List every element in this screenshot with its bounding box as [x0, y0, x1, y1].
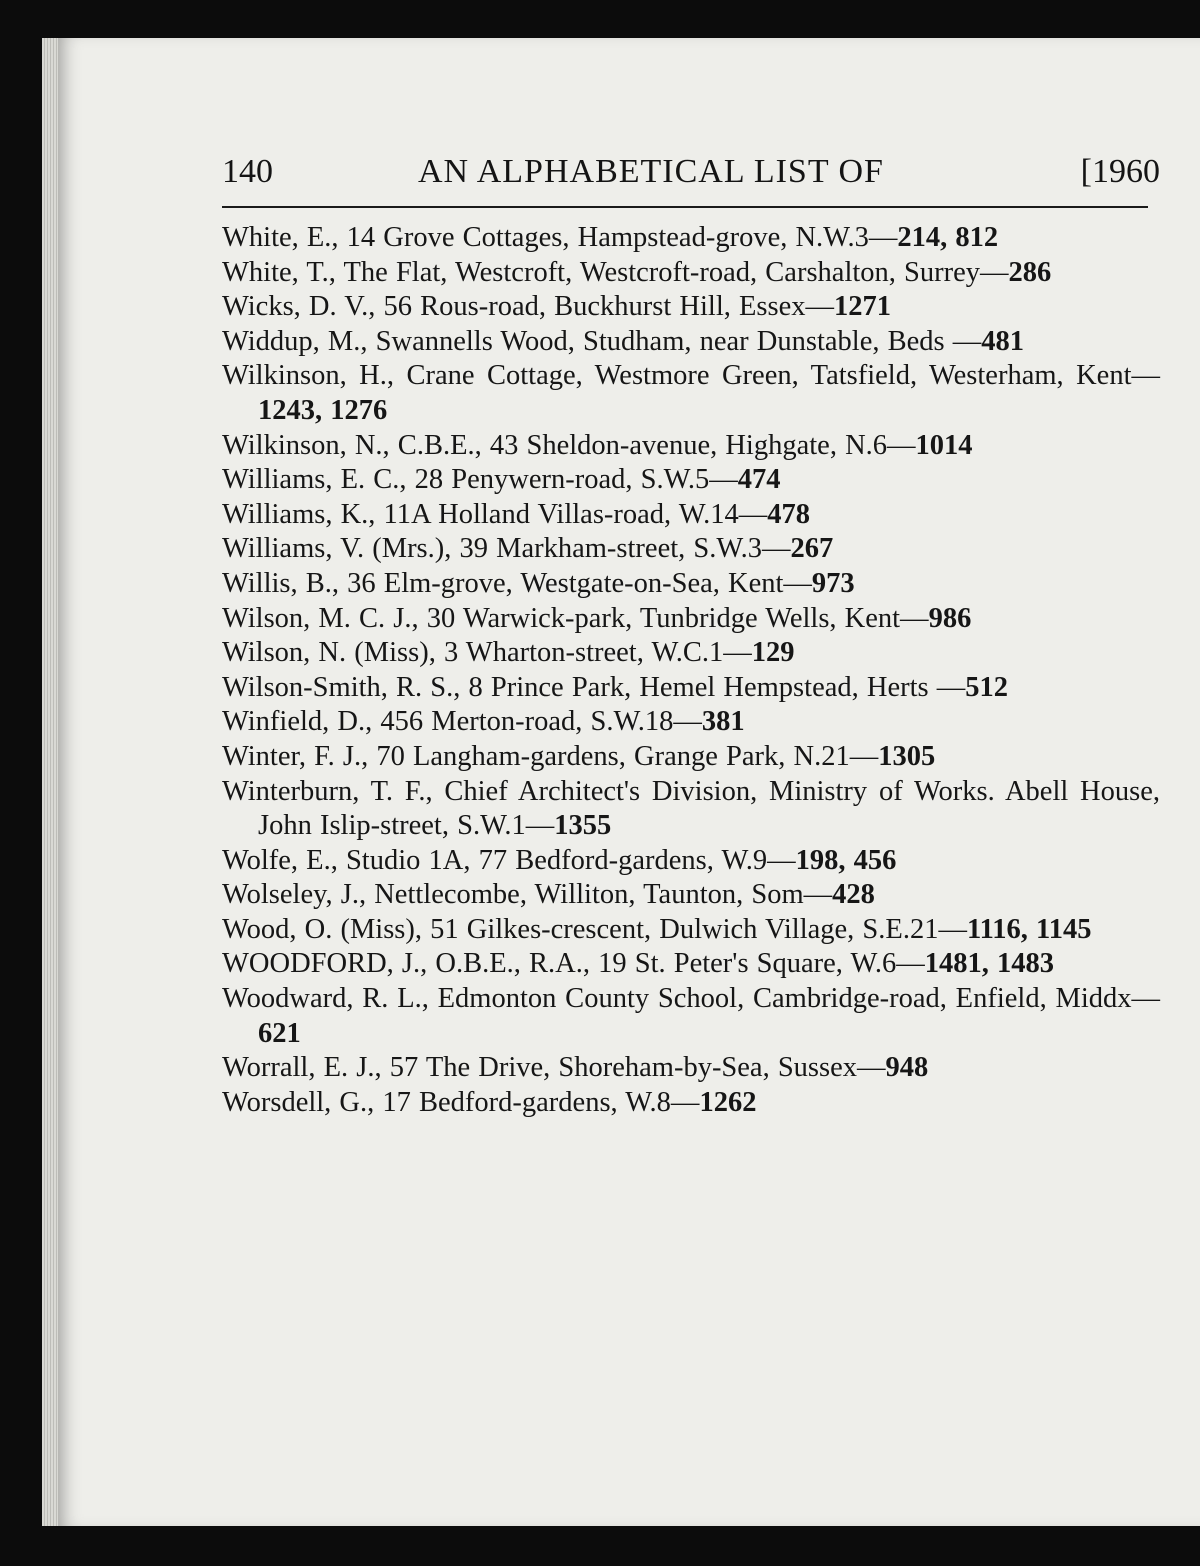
entry-numbers: 1116, 1145 [966, 913, 1092, 945]
entry-text: Wicks, D. V., 56 Rous-road, Buckhurst Hill, Essex— [222, 291, 834, 323]
list-item [222, 913, 1160, 948]
list-item [222, 740, 1160, 775]
entry-numbers: 286 [1008, 256, 1052, 288]
entry-numbers: 1243, 1276 [258, 394, 388, 426]
list-item [222, 636, 1160, 671]
entry-numbers: 1014 [915, 429, 973, 461]
entry-text: Worrall, E. J., 57 The Drive, Shoreham-by-Sea, Sussex— [222, 1052, 886, 1084]
entry-numbers: 198, 456 [795, 844, 897, 876]
list-item [222, 567, 1160, 602]
entry-numbers: 1271 [834, 291, 891, 323]
entry-text: Wilson, N. (Miss), 3 Wharton-street, W.C.1— [222, 637, 752, 669]
list-item [222, 256, 1160, 291]
entry-numbers: 1481, 1483 [924, 948, 1054, 980]
page-title: AN ALPHABETICAL LIST OF [418, 153, 884, 190]
entry-numbers: 428 [832, 879, 875, 911]
list-item [222, 602, 1160, 637]
list-item [222, 844, 1160, 879]
entry-text: Winter, F. J., 70 Langham-gardens, Grange Park, N.21— [222, 740, 879, 772]
entry-text: Worsdell, G., 17 Bedford-gardens, W.8— [222, 1086, 700, 1118]
list-item [222, 359, 1160, 428]
entry-text: Willis, B., 36 Elm-grove, Westgate-on-Sea, Kent— [222, 567, 812, 599]
entry-numbers: 481 [981, 325, 1024, 357]
year-label: [1960 [1080, 153, 1160, 190]
entry-text: Wilson-Smith, R. S., 8 Prince Park, Hemel Hempstead, Herts — [222, 671, 966, 703]
page-number: 140 [222, 153, 273, 190]
entry-numbers: 214, 812 [897, 222, 999, 253]
entry-numbers: 478 [767, 498, 810, 530]
entry-numbers: 1262 [699, 1086, 757, 1118]
list-item [222, 325, 1160, 360]
list-item [222, 1051, 1160, 1086]
entry-text: White, E., 14 Grove Cottages, Hampstead-grove, N.W.3— [222, 222, 898, 253]
entry-text: Williams, K., 11A Holland Villas-road, W.14— [222, 498, 768, 530]
entry-numbers: 512 [965, 671, 1008, 703]
list-item [222, 671, 1160, 706]
list-item [222, 982, 1160, 1051]
entry-text: Wilkinson, N., C.B.E., 43 Sheldon-avenue, Highgate, N.6— [222, 429, 916, 461]
entry-numbers: 267 [790, 533, 834, 565]
list-item [222, 290, 1160, 325]
entry-numbers: 474 [737, 464, 781, 496]
entry-numbers: 129 [751, 637, 795, 669]
list-item [222, 775, 1160, 844]
entry-text: White, T., The Flat, Westcroft, Westcroft-road, Carshalton, Surrey— [222, 256, 1009, 288]
entry-text: Williams, E. C., 28 Penywern-road, S.W.5— [222, 464, 738, 496]
entry-text: Wolfe, E., Studio 1A, 77 Bedford-gardens, W.9— [222, 844, 796, 876]
list-item [222, 463, 1160, 498]
entry-text: Winterburn, T. F., Chief Architect's Division, Ministry of Works. Abell House, John Islip-street, S.W.1— [222, 775, 1160, 842]
entry-text: Wilkinson, H., Crane Cottage, Westmore Green, Tatsfield, Westerham, Kent— [222, 360, 1160, 392]
entry-numbers: 948 [885, 1052, 929, 1084]
entry-text: Woodward, R. L., Edmonton County School, Cambridge-road, Enfield, Middx— [222, 983, 1160, 1015]
entry-text: Widdup, M., Swannells Wood, Studham, near Dunstable, Beds — [222, 325, 982, 357]
entry-numbers: 1305 [878, 740, 936, 772]
entry-numbers: 381 [701, 706, 745, 738]
entry-numbers: 621 [258, 1017, 301, 1049]
entry-numbers: 1355 [554, 810, 612, 842]
list-item [222, 498, 1160, 533]
list-item [222, 532, 1160, 567]
entry-list [222, 221, 1160, 1120]
entry-text: Wood, O. (Miss), 51 Gilkes-crescent, Dulwich Village, S.E.21— [222, 913, 967, 945]
running-header [222, 150, 1160, 194]
entry-text: Winfield, D., 456 Merton-road, S.W.18— [222, 706, 702, 738]
entry-text: Wolseley, J., Nettlecombe, Williton, Taunton, Som— [222, 879, 833, 911]
list-item [222, 878, 1160, 913]
list-item [222, 429, 1160, 464]
header-rule [222, 206, 1148, 208]
entry-text: Wilson, M. C. J., 30 Warwick-park, Tunbridge Wells, Kent— [222, 602, 929, 634]
entry-text: WOODFORD, J., O.B.E., R.A., 19 St. Peter's Square, W.6— [222, 948, 925, 980]
entry-text: Williams, V. (Mrs.), 39 Markham-street, S.W.3— [222, 533, 791, 565]
entry-numbers: 973 [811, 567, 855, 599]
list-item [222, 947, 1160, 982]
list-item [222, 221, 1160, 256]
list-item [222, 1086, 1160, 1121]
list-item [222, 705, 1160, 740]
entry-numbers: 986 [928, 602, 972, 634]
